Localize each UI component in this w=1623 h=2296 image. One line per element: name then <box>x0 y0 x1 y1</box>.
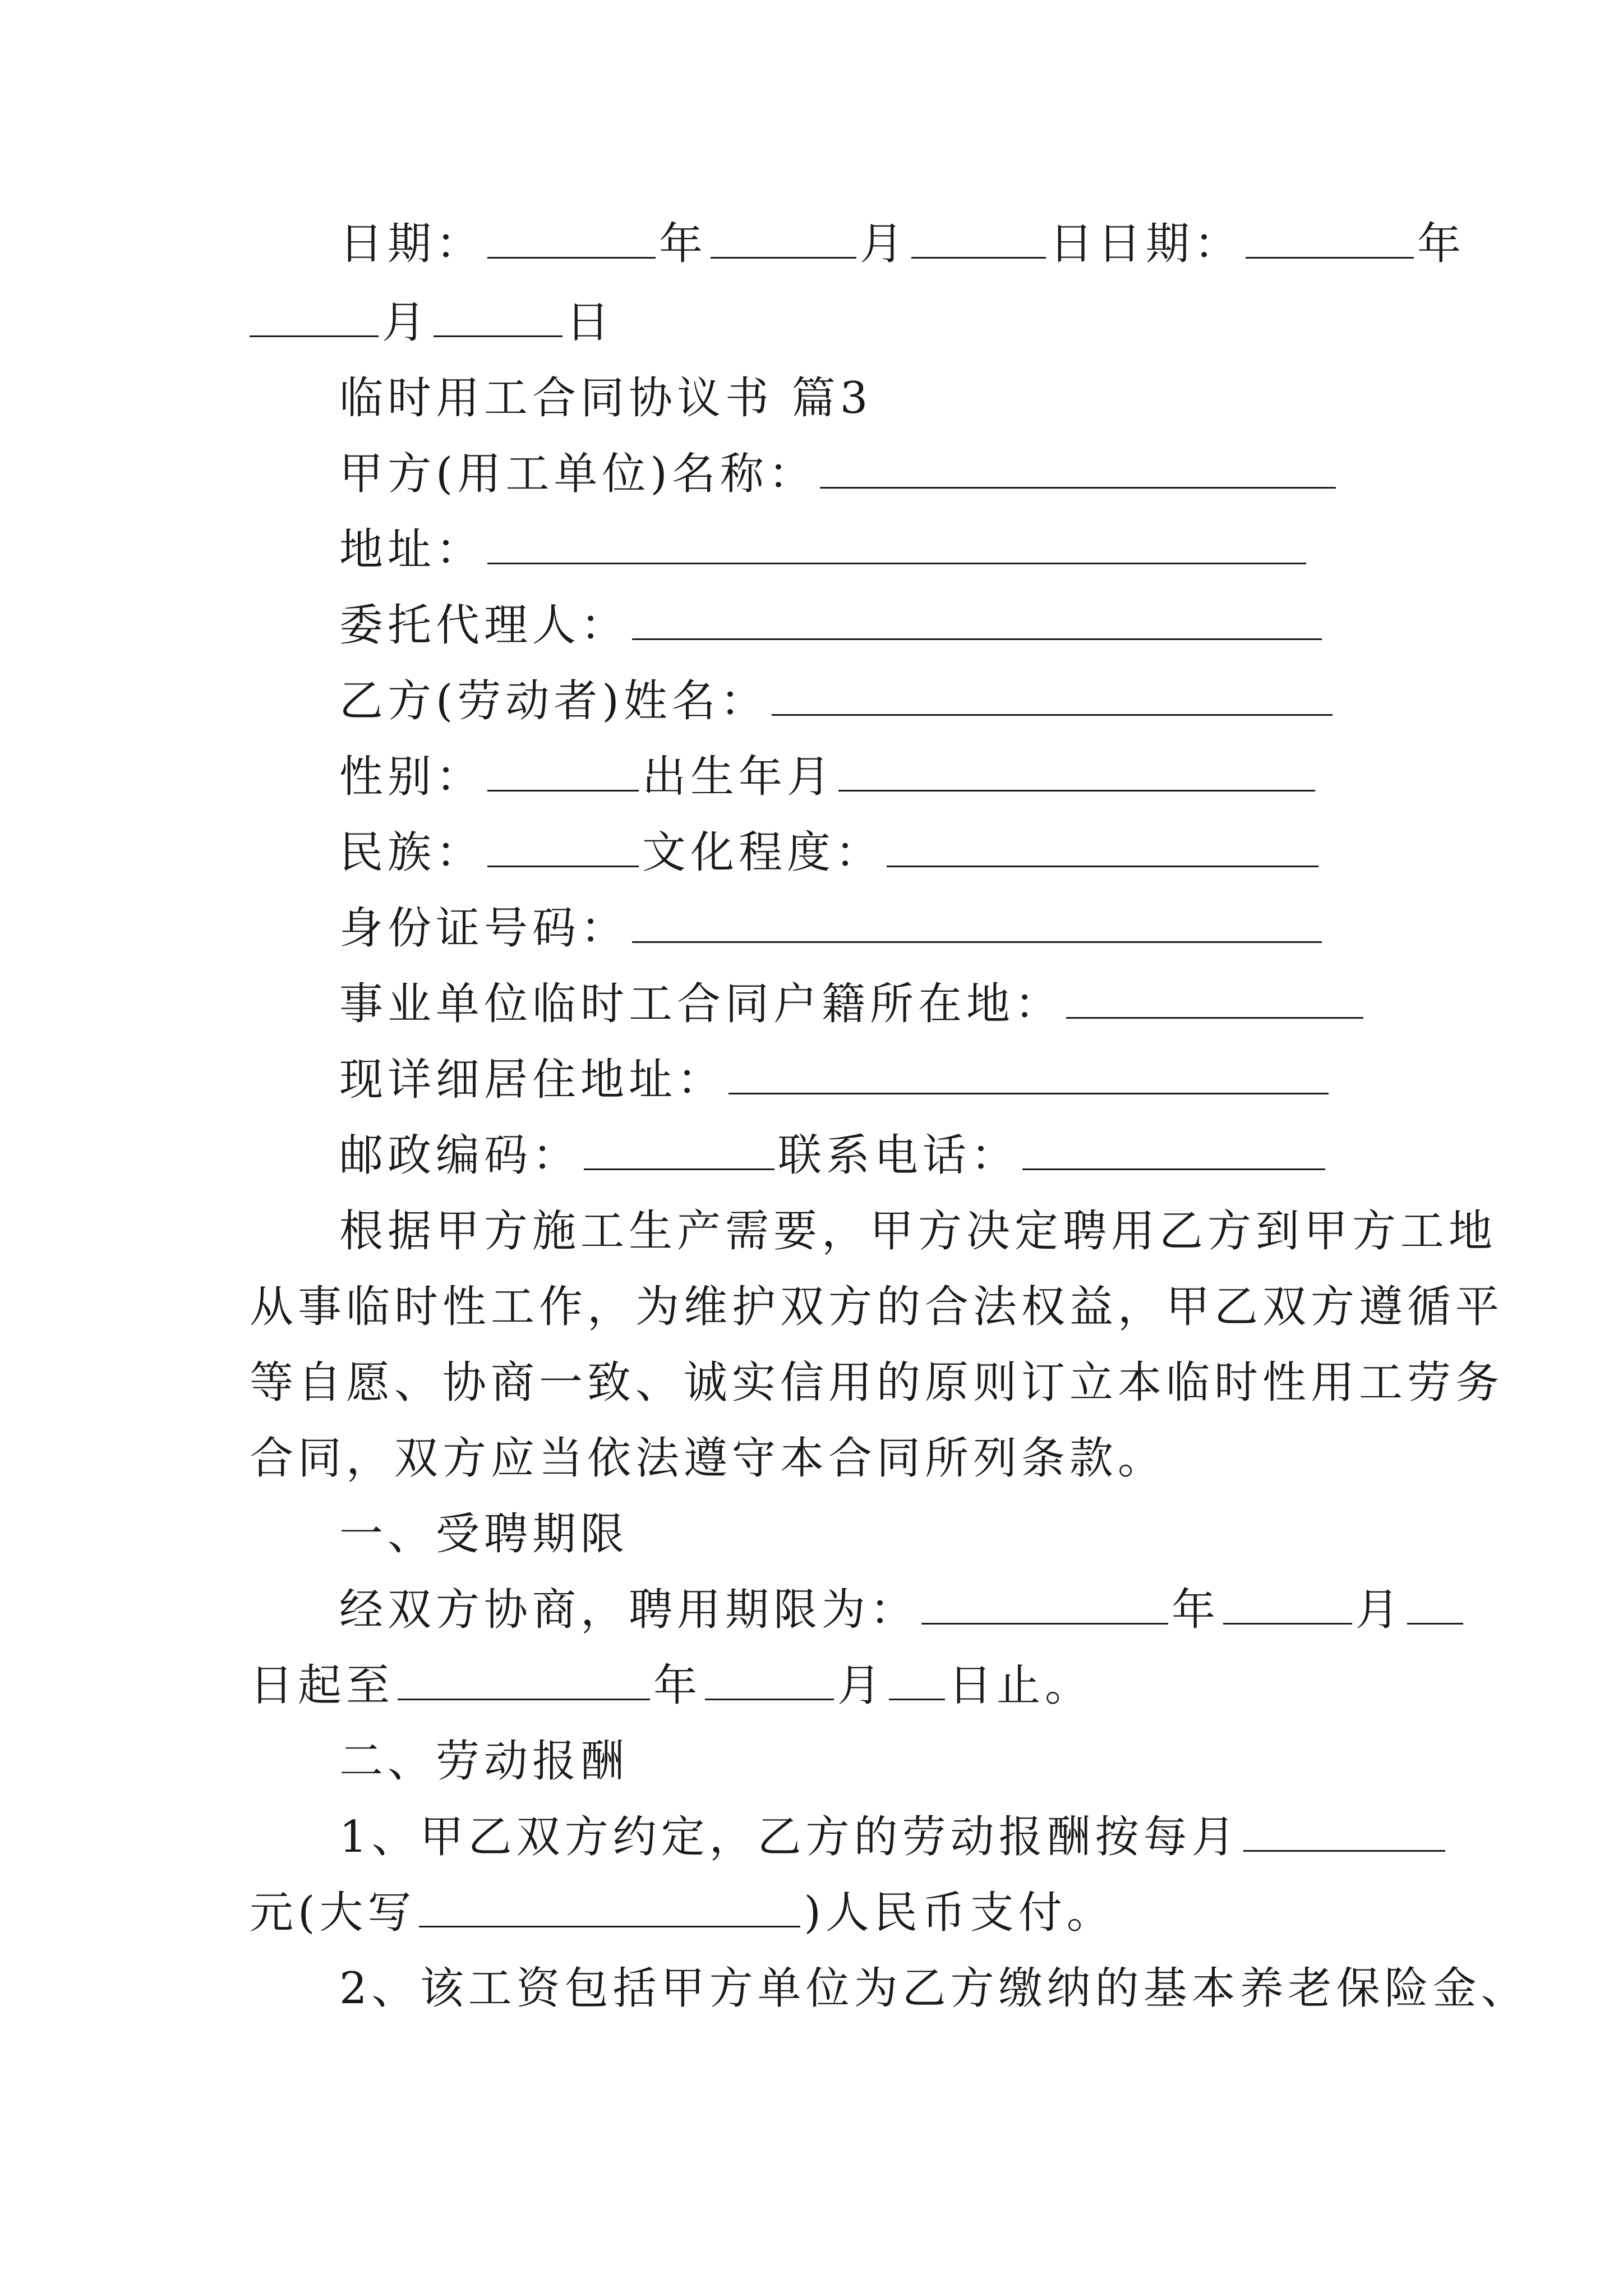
blank <box>1407 1584 1463 1625</box>
blank <box>1223 1584 1352 1625</box>
postcode-label: 邮政编码： <box>339 1130 581 1181</box>
phone-label: 联系电话： <box>778 1130 1020 1181</box>
pay1-end-label: )人民币支付。 <box>804 1888 1115 1938</box>
intro-line-3: 等自愿、协商一致、诚实信用的原则订立本临时性用工劳务 <box>250 1358 1504 1408</box>
blank <box>1022 1129 1325 1170</box>
heading-pay: 二、劳动报酬 <box>339 1736 629 1787</box>
ethnicity-line <box>339 825 1322 881</box>
gender-line <box>339 749 1318 805</box>
blank <box>632 599 1322 640</box>
section-title: 临时用工合同协议书 篇3 <box>339 373 873 424</box>
blank <box>487 523 1306 564</box>
day-date-label: 日日期： <box>1049 219 1243 269</box>
id-line <box>339 900 1325 956</box>
blank <box>889 1659 945 1700</box>
blank <box>911 218 1046 259</box>
party-a-line <box>339 446 1339 502</box>
party-b-line <box>339 673 1336 729</box>
household-label: 事业单位临时工合同户籍所在地： <box>339 979 1063 1029</box>
pay1-line <box>339 1809 1449 1865</box>
month-label: 月 <box>837 1660 886 1711</box>
blank <box>705 1659 834 1700</box>
year-label: 年 <box>1172 1585 1220 1635</box>
id-label: 身份证号码： <box>339 903 629 954</box>
household-line <box>339 976 1367 1032</box>
day-label: 日 <box>566 297 615 348</box>
current-address-label: 现详细居住地址： <box>339 1055 726 1105</box>
year-label: 年 <box>1417 219 1466 269</box>
gender-label: 性别： <box>339 752 485 802</box>
blank <box>887 826 1318 867</box>
term-line <box>339 1582 1467 1638</box>
year-label: 年 <box>659 219 708 269</box>
month-label: 月 <box>382 297 431 348</box>
blank <box>711 218 856 259</box>
blank <box>487 826 639 867</box>
heading-term: 一、受聘期限 <box>339 1509 629 1559</box>
date-label: 日期： <box>339 219 485 269</box>
address-line <box>339 522 1310 578</box>
month-label: 月 <box>1355 1585 1404 1635</box>
month-label: 月 <box>860 219 909 269</box>
pay1-label: 1、甲乙双方约定，乙方的劳动报酬按每月 <box>339 1812 1240 1862</box>
term-label: 经双方协商，聘用期限为： <box>339 1585 919 1635</box>
date-line <box>339 216 1465 272</box>
blank <box>398 1659 650 1700</box>
blank <box>1066 978 1363 1019</box>
blank <box>1246 218 1414 259</box>
ethnicity-label: 民族： <box>339 827 485 878</box>
blank <box>632 902 1322 943</box>
party-a-label: 甲方(用工单位)名称： <box>339 449 817 499</box>
intro-line-2: 从事临时性工作，为维护双方的合法权益，甲乙双方遵循平 <box>250 1282 1504 1332</box>
blank <box>772 675 1332 716</box>
blank <box>1243 1811 1445 1852</box>
blank <box>487 751 639 792</box>
intro-line-1: 根据甲方施工生产需要，甲方决定聘用乙方到甲方工地 <box>339 1206 1497 1257</box>
term-line-cont <box>250 1658 1093 1714</box>
pay1-line-cont <box>250 1885 1115 1941</box>
education-label: 文化程度： <box>642 827 884 878</box>
intro-line-4: 合同，双方应当依法遵守本合同所列条款。 <box>250 1433 1166 1484</box>
pay1-capital-label: 元(大写 <box>250 1888 416 1938</box>
blank <box>419 1887 800 1927</box>
current-address-line <box>339 1052 1332 1108</box>
birth-label: 出生年月 <box>642 752 836 802</box>
term-from-label: 日起至 <box>250 1660 395 1711</box>
date-line-cont <box>250 295 614 351</box>
term-end-label: 日止。 <box>948 1660 1094 1711</box>
blank <box>584 1129 774 1170</box>
blank <box>921 1584 1168 1625</box>
blank <box>434 296 562 337</box>
blank <box>728 1053 1329 1094</box>
year-label: 年 <box>653 1660 702 1711</box>
agent-line <box>339 597 1325 654</box>
address-label: 地址： <box>339 524 485 575</box>
blank <box>820 448 1336 489</box>
contact-line <box>339 1128 1329 1184</box>
party-b-label: 乙方(劳动者)姓名： <box>339 676 768 726</box>
blank <box>838 751 1315 792</box>
blank <box>250 296 379 337</box>
blank <box>487 218 656 259</box>
agent-label: 委托代理人： <box>339 600 629 651</box>
pay2-line: 2、该工资包括甲方单位为乙方缴纳的基本养老保险金、 <box>339 1963 1529 2014</box>
